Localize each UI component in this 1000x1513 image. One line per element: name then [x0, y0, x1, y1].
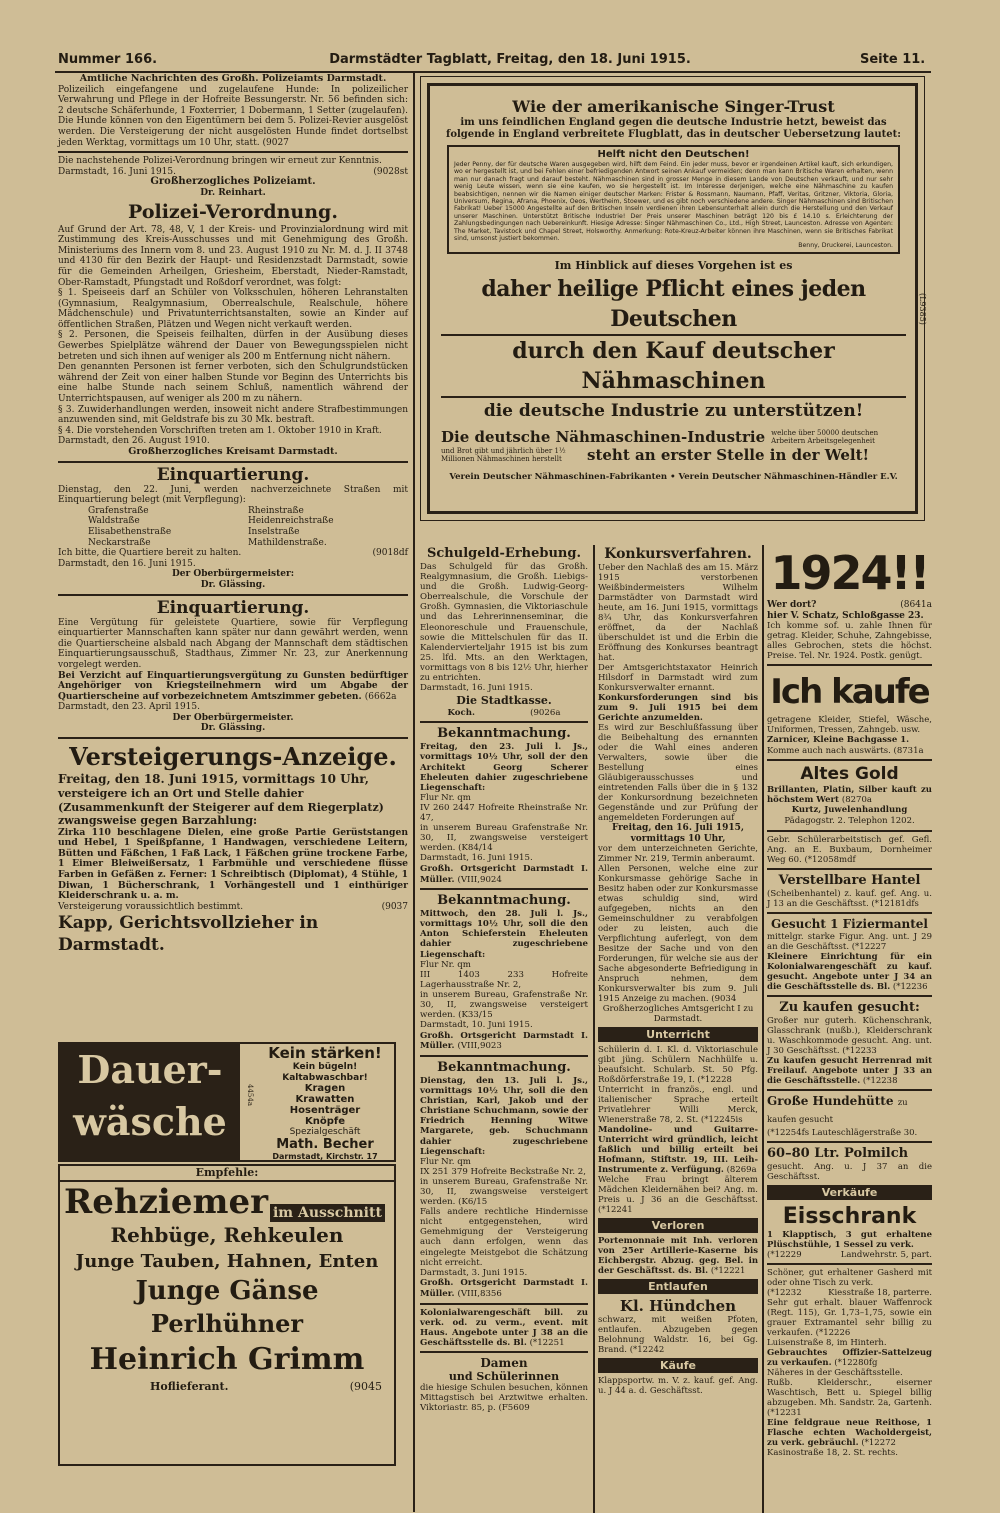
page-header-title: Darmstädter Tagblatt, Freitag, den 18. Juni 1915.	[329, 52, 691, 67]
signature: Großherzogliches Polizeiamt.	[150, 176, 316, 188]
classified-ad	[598, 1236, 758, 1276]
versteigerung-date: Freitag, den 18. Juni 1915, vormittags 10 Uhr,	[58, 772, 369, 787]
grimm-ad	[58, 1164, 396, 1466]
date-text: Darmstadt, 16. Juni 1915.	[420, 853, 533, 864]
section-header-verloren: Verloren	[598, 1218, 758, 1233]
industrie-row	[441, 428, 906, 446]
ad-code: (*12233	[842, 1045, 877, 1056]
classified-text: (Scheibenhantel) z. kauf. gef. Ang. u. J 13 an die Geschäftsst.	[767, 888, 932, 909]
ad-code: (*12232	[767, 1287, 802, 1298]
paragraph-text: Allen Personen, welche eine zur Konkursmasse gehörige Sache in Besitz haben oder zur Konkursmasse etwas schuldig sind, wird aufgegeben, nichts an den Gemeinschuldner zu verabfolgen oder zu leisten, auch die Verpflichtung auferlegt, von dem Besitze der Sache und von den Forderungen, für welche sie aus der Sache abgesonderte Befriedigung in Anspruch nehmen, dem Konkursverwalter bis zum 9. Juli 1915 Anzeige zu machen.	[598, 864, 758, 1004]
ad-code: (*12254fs	[767, 1127, 810, 1138]
classified-ad	[598, 1175, 758, 1215]
classified-text: Gebrauchtes Offizier-Sattelzeug zu verkaufen.	[767, 1347, 932, 1368]
signature-name: Dr. Glässing.	[200, 723, 266, 734]
paragraph-text: in unserem Bureau, Grafenstraße Nr. 30, II, zwangsweise versteigert werden.	[420, 1176, 588, 1208]
ad-code: (8269a	[726, 1165, 757, 1175]
industrie-note: welche über 50000 deutschen Arbeitern Arbeitsgelegenheit	[771, 428, 879, 445]
ad-code: (8731a	[893, 745, 924, 756]
classified-text: Gebr. Schülerarbeitstisch gef. Gefl. Ang. an E. Buxbaum, Dornheimer Weg 60.	[767, 834, 932, 865]
classified-text: Eine feldgraue neue Reithose, 1 Flasche echten Wacholdergeist, zu verk. gebräuchl.	[767, 1417, 932, 1448]
column-2	[420, 546, 588, 1413]
ad-code: (9028st	[373, 166, 408, 177]
ad-line: Knöpfe	[304, 1116, 346, 1127]
singer-slogan: durch den Kauf deutscher Nähmaschinen	[441, 334, 906, 398]
ad-code: (*12228	[697, 1075, 732, 1085]
singer-subtitle: im uns feindlichen England gegen die deutsche Industrie hetzt, beweist das folgende in England verbreitete Flugblatt, das in deutscher Uebersetzung lautet:	[446, 117, 901, 140]
singer-footer: Verein Deutscher Nähmaschinen-Fabrikanten • Verein Deutscher Nähmaschinen-Händler E.V.	[449, 471, 898, 482]
dauerwaesche-ad	[58, 1042, 396, 1162]
industrie-note: und Brot gibt und jährlich über 1½ Millionen Nähmaschinen herstellt	[441, 446, 566, 463]
verordnung-title: Polizei-Verordnung.	[128, 200, 338, 223]
classified-text: gesucht. Ang. u. J 37 an die Geschäftsst.	[767, 1161, 932, 1182]
divider	[767, 1141, 932, 1143]
classified-ad: Klappsportw. m. V. z. kauf. gef. Ang. u. J 44 a. d. Geschäftsst.	[598, 1376, 758, 1396]
paragraph: Mittwoch, den 28. Juli l. Js., vormittags 10½ Uhr, soll die den Anton Schieferstein Eheleuten dahier zugeschriebene Liegenschaft:	[420, 909, 588, 960]
classified-ad	[767, 1016, 932, 1056]
signature-text: Großh. Ortsgericht Darmstadt I. Müller.	[420, 1278, 588, 1299]
date-text: Darmstadt, 10. Juni 1915.	[420, 1020, 533, 1031]
polizei-heading: Amtliche Nachrichten des Großh. Polizeiamts Darmstadt.	[79, 73, 387, 84]
street-name: Rheinstraße	[248, 505, 304, 516]
ad-kicker: Empfehle:	[60, 1166, 394, 1182]
ad-code: (VIII,9023	[457, 1041, 502, 1052]
ad-address: Landwehrstr. 5, part.	[840, 1249, 932, 1260]
versteigerung-text: versteigere ich an Ort und Stelle dahier (Zusammenkunft der Steigerer auf dem Riegerplatz) zwangsweise gegen Barzahlung:	[58, 787, 384, 828]
ad-code: (K84/14	[458, 843, 493, 854]
classified-text: Großer nur guterh. Küchenschrank, Glasschrank (nußb.), Kleiderschrank u. Waschkommode gesucht. Ang. unt. J 30 Geschäftsst.	[767, 1015, 932, 1056]
ad-code: (6662a	[364, 691, 397, 702]
ad-code: (9018df	[372, 548, 408, 559]
date-text: Darmstadt, den 23. April 1915.	[58, 702, 200, 713]
ad-code: (9026a	[530, 707, 561, 718]
singer-title: Wie der amerikanische Singer-Trust	[512, 97, 835, 116]
classified-ad	[767, 932, 932, 952]
classified-text: Näheres in der Geschäftsstelle.	[767, 1367, 903, 1378]
singer-slogan: die deutsche Industrie zu unterstützen!	[483, 400, 864, 421]
classified-text: Zu kaufen gesucht Herrenrad mit Freilauf. Angebote unter J 33 an die Geschäftsstelle.	[767, 1055, 932, 1086]
classified-text: schwarz, mit weißen Pfoten, entlaufen. Abzugeben gegen Belohnung Waldstr. 16, bei Gg. Brand.	[598, 1315, 758, 1355]
street-list	[58, 506, 408, 548]
column-4	[767, 546, 932, 1458]
ad-address: hier V. Schatz, Schloßgasse 23.	[767, 610, 924, 621]
ad-code: (9027	[262, 137, 289, 148]
ad-line: Spezialgeschäft	[289, 1127, 361, 1137]
divider	[767, 759, 932, 761]
classified-text: Schöner, gut erhaltener Gasherd mit oder ohne Tisch zu verk.	[767, 1267, 932, 1288]
paragraph: Freitag, den 16. Juli 1915, vormittags 10 Uhr,	[611, 823, 745, 844]
liegenschaft-table: Flur Nr. qm IX 251 379 Hofreite Beckstraße Nr. 2,	[420, 1156, 586, 1177]
ad-line	[767, 785, 932, 805]
ad-code: 4454a	[246, 1084, 254, 1106]
singer-content	[441, 97, 906, 484]
ad-headline: Wer dort?	[767, 600, 817, 610]
logo-word: wäsche	[73, 1099, 227, 1144]
divider	[767, 995, 932, 997]
section-header-entlaufen: Entlaufen	[598, 1279, 758, 1294]
date-text: Darmstadt, 3. Juni 1915.	[420, 1267, 528, 1278]
singer-slogan: daher heilige Pflicht eines jeden Deutschen	[481, 275, 866, 332]
date-text: Darmstadt, den 16. Juni 1915.	[58, 558, 196, 569]
ad-address: Kiesstraße 18, parterre.	[828, 1287, 932, 1298]
classified-ad	[767, 1418, 932, 1448]
verordnung-intro: Die nachstehende Polizei-Verordnung bringen wir erneut zur Kenntnis.	[58, 156, 382, 167]
classified-text: Portemonnaie mit Inh. verloren von 25er Artillerie-Kaserne bis Eichbergstr. Abzug. geg. Bel. in der Geschäftsst. ds. Bl.	[598, 1236, 758, 1276]
ad-code: (VIII,8356	[457, 1288, 502, 1299]
classified-ad	[767, 1128, 932, 1138]
divider	[58, 151, 408, 153]
divider	[58, 461, 408, 463]
paragraph: § 3. Zuwiderhandlungen werden, insoweit nicht andere Strafbestimmungen anzuwenden sind, mit Geldstrafe bis zu 30 Mk. bestraft.	[58, 404, 408, 426]
ad-1924-headline: 1924!!	[770, 546, 929, 600]
ad-line: Kaltabwaschbar!	[282, 1072, 368, 1083]
classified-text: Sehr gut erhalt. blauer Waffenrock (Regt. 115), Gr. 1,73–1,75, sowie ein grauer Extramantel sehr billig zu verkaufen.	[767, 1297, 932, 1338]
ad-ichkaufe-headline: Ich kaufe	[770, 672, 929, 713]
ad-headline: Rehziemer	[64, 1182, 268, 1222]
classified-line	[767, 1288, 932, 1298]
street-name: Mathildenstraße.	[248, 537, 327, 548]
ad-line: Rehbüge, Rehkeulen	[110, 1223, 344, 1247]
ad-code: (*12231	[767, 1407, 802, 1418]
classified-ad	[598, 1125, 758, 1175]
polizei-dogs-notice	[58, 85, 408, 149]
ad-code: (8270a	[841, 795, 872, 806]
dauerwaesche-info	[256, 1044, 394, 1162]
ad-code: (*12227	[851, 941, 887, 952]
paragraph-text: in unserem Bureau Grafenstraße Nr. 30, II, zwangsweise versteigert werden.	[420, 823, 588, 854]
ad-code: (*12221	[710, 1266, 746, 1276]
paragraph: § 2. Personen, die Speiseis feilhalten, dürfen in der Ausübung dieses Gewerbes Spielplätze während der Dauer von Bewegungsspielen nicht betreten und sich ihnen auf weniger als 200 m Entfernung nicht nähern.	[58, 330, 408, 362]
bekanntmachung-title: Bekanntmachung.	[437, 1059, 571, 1075]
classified-line	[767, 1250, 932, 1260]
ad-code: (K6/15	[458, 1197, 488, 1208]
classified-text: Komme auch nach auswärts.	[767, 745, 891, 756]
ad-headline: Eisschrank	[782, 1203, 917, 1229]
date-text: Darmstadt, 16. Juni 1915.	[58, 166, 176, 177]
ad-code: (9045	[349, 1380, 382, 1393]
classified-ad	[767, 1348, 932, 1368]
logo-word: Dauer-	[77, 1047, 223, 1092]
einquartierung-title: Einquartierung.	[156, 464, 310, 485]
street-name: Neckarstraße	[88, 537, 151, 548]
paragraph: Der Amtsgerichtstaxator Heinrich Hilsdorf in Darmstadt wird zum Konkursverwalter ernannt.	[598, 663, 758, 693]
ad-line	[767, 746, 932, 757]
signature-name: Dr. Glässing.	[200, 579, 266, 590]
flugblatt-box	[447, 145, 900, 254]
divider	[420, 1055, 588, 1057]
ad-headline: Zu kaufen gesucht:	[779, 999, 920, 1015]
paragraph: Auf Grund der Art. 78, 48, V, 1 der Kreis- und Provinzialordnung wird mit Zustimmung des Kreis-Ausschusses und mit Genehmigung des Großh. Ministeriums des Innern vom 8. und 23. August 1910 zu Nr. M. d. J. II 3748 und 4130 für den Bezirk der Haupt- und Residenzstadt Darmstadt, sowie für die Gemeinden Arheilgen, Griesheim, Eberstadt, Nieder-Ramstadt, Ober-Ramstadt, Pfungstadt und Roßdorf verordnet, was folgt:	[58, 224, 408, 288]
polizei-dogs-text: Polizeilich eingefangene und zugelaufene Hunde: In polizeilicher Verwahrung und Pflege in der Hofreite Bessungerstr. Nr. 56 befinden sich: 2 deutsche Schäferhunde, 1 Foxterrier, 1 Dobermann, 1 Setter (zugelaufen). Die Hunde können von den Eigentümern bei dem 5. Polizei-Revier ausgelöst werden. Die Versteigerung der nicht ausgelösten Hunde findet dortselbst jeden Werktag, vormittags um 10 Uhr, statt.	[58, 84, 408, 148]
divider	[767, 830, 932, 832]
versteigerung-signature: Kapp, Gerichtsvollzieher in Darmstadt.	[58, 913, 319, 956]
ad-subheadline: im Ausschnitt	[270, 1204, 385, 1222]
ad-code: (9034	[711, 994, 737, 1004]
konkurs-title: Konkursverfahren.	[604, 546, 752, 562]
classified-ad	[767, 1056, 932, 1086]
signature-text: Großh. Ortsgericht Darmstadt I. Müller.	[420, 863, 588, 885]
section-header-unterricht: Unterricht	[598, 1027, 758, 1042]
ad-code: (*12242	[629, 1345, 665, 1355]
signature: Der Oberbürgermeister.	[172, 712, 294, 723]
date-text: Darmstadt, 16. Juni 1915.	[420, 683, 533, 694]
classified-ad	[598, 1315, 758, 1355]
paragraph: Eine Vergütung für geleistete Quartiere, sowie für Verpflegung einquartierter Mannschaften kann später nur dann gewährt werden, wenn die Quartierscheine alsbald nach Abgang der Mannschaft dem städtischen Einquartierungsausschuß, Stadthaus, Zimmer Nr. 23, zur Anerkennung vorgelegt werden.	[58, 617, 408, 670]
ad-headline: Kein stärken!	[268, 1044, 382, 1062]
ad-headline: Gesucht 1 Fiziermantel	[771, 916, 928, 931]
ad-line	[767, 600, 932, 611]
ad-address: Kasinostraße 18, 2. St. rechts.	[767, 1447, 898, 1458]
classified-ad	[767, 889, 932, 909]
signature-name: Dr. Reinhart.	[200, 187, 266, 198]
section-header-verkaeufe: Verkäufe	[767, 1185, 932, 1200]
classified-text: die hiesige Schulen besuchen, können Mittagstisch bei Arztwitwe erhalten. Viktoriastr. 85, p.	[420, 1382, 588, 1414]
paragraph: Freitag, den 23. Juli l. Js., vormittags 10½ Uhr, soll der den Architekt Georg Scherer Eheleuten dahier zugeschriebene Liegenschaft:	[420, 742, 588, 793]
ad-line: Hosenträger	[289, 1105, 361, 1116]
ad-headline: Damen	[480, 1355, 528, 1370]
ad-code: (L9385)	[918, 293, 927, 325]
classified-text: Kleinere Einrichtung für ein Kolonialwarengeschäft zu kauf. gesucht. Angebote unter J 34 an die Geschäftsstelle ds. Bl.	[767, 951, 932, 992]
page-number: Seite 11.	[860, 52, 926, 67]
classified-text: Mandoline- und Guitarre-Unterricht wird gründlich, leicht faßlich und billig erteilt bei Hofmann, Stiftstr. 19, III. Leih-Instrumente z. Verfügung.	[598, 1125, 758, 1175]
classified-ad	[420, 1308, 588, 1348]
street-name: Waldstraße	[88, 516, 140, 527]
issue-number: Nummer 166.	[58, 52, 158, 67]
ad-code: (VIII,9024	[457, 874, 502, 885]
date-text: Darmstadt, den 26. August 1910.	[58, 436, 210, 447]
ad-subline: Hoflieferant.	[150, 1380, 229, 1393]
ad-line: Kragen	[304, 1083, 346, 1094]
classified-ad	[767, 835, 932, 865]
divider	[767, 664, 932, 666]
ad-line: Kein bügeln!	[292, 1062, 358, 1072]
industrie-row-2	[441, 446, 906, 464]
column-divider	[593, 545, 595, 1513]
classified-text: Ich komme sof. u. zahle Ihnen für getrag. Kleider, Schuhe, Zahngebisse, alles Gebrochen, stets die höchst. Preise. Tel. Nr. 1924. Postk. genügt.	[767, 621, 932, 662]
ad-headline: Altes Gold	[800, 764, 899, 785]
ad-code: (*12245is	[700, 1115, 743, 1125]
ad-address: Darmstadt, Kirchstr. 17	[272, 1152, 378, 1161]
bekanntmachung-title: Bekanntmachung.	[437, 726, 571, 742]
paragraph	[420, 1177, 588, 1207]
paragraph: § 4. Die vorstehenden Vorschriften treten am 1. Oktober 1910 in Kraft.	[58, 425, 382, 436]
schulgeld-title: Schulgeld-Erhebung.	[426, 546, 582, 561]
paragraph	[420, 823, 588, 853]
signature	[420, 1031, 588, 1052]
street-name: Elisabethenstraße	[88, 526, 172, 537]
column-divider	[762, 545, 764, 1513]
divider	[420, 888, 588, 890]
flugblatt-text: Jeder Penny, der für deutsche Waren ausgegeben wird, hilft dem Feind. Ein jeder muss, bevor er irgendeinen Artikel kauft, sich erkundigen, wo er hergestellt ist, und bei Fehlen einer befriedigenden Antwort seinen Ankauf vermeiden; denn man kann Britische Waren erhalten, wenn man nur danach fragt und darauf besteht. Nähmaschinen sind in grosser Menge in diesem Lande von Deutschen verkauft, und nur sehr wenig Leute wissen, wenn sie eine kaufen, wo sie hergestellt ist. Im Interesse derjenigen, welche eine Nähmaschine zu kaufen beabsichtigen, nennen wir die Namen einiger deutscher Marken: Frister & Rossmann, Naumann, Pfaff, Veritas, Gritzner, Viktoria, Gloria, Universum, Regina, Afrana, Phoenix, Oeos, Wertheim, Stoewer, und es gibt noch verschiedene andere. Singer Nähmaschinen sind Britischen Fabrikat! Ueber 15000 Angestellte auf den Britischen Inseln verdienen ihren Lebensunterhalt allein durch die Herstellung und den Verkauf unserer Maschinen. Unterstützt Britische Industrie! Der Preis unserer Maschinen beträgt 120 bis £ 14.10 s. Erleichterung der Zahlungsbedingungen nach Uebereinkunft. Hiesige Adresse: Singer Nähmaschinen Co., Ltd., High Street, Launceston. Adresse von Agenten: The Market, Tavistock und Chapel Street, Holsworthy. Anmerkung: Rote-Kreuz-Arbeiter können ihre Maschinen, wenn sie Britisches Fabrikat sind, umsonst justiert bekommen.	[454, 161, 893, 243]
ad-code: (*12238	[862, 1075, 898, 1086]
liegenschaft-table: Flur Nr. qm IV 260 2447 Hofreite Rheinstraße Nr. 47,	[420, 792, 588, 823]
einquartierung-title-2: Einquartierung.	[156, 597, 310, 618]
ad-headline: Große Hundehütte	[767, 1093, 894, 1108]
paragraph	[420, 990, 588, 1020]
classified-text: mittelgr. starke Figur. Ang. unt. J 29 an die Geschäftsst.	[767, 931, 932, 952]
ad-headline-row	[60, 1182, 394, 1222]
paragraph: Ueber den Nachlaß des am 15. März 1915 verstorbenen Weißbindermeisters Wilhelm Darmstädter von Darmstadt wird heute, am 16. Juni 1915, vormittags 8¾ Uhr, das Konkursverfahren eröffnet, da der Nachlaß überschuldet ist und die Erbin die Eröffnung des Konkurses beantragt hat.	[598, 563, 758, 663]
ad-code: (*12241	[598, 1205, 633, 1215]
signature: Die Stadtkasse.	[456, 693, 552, 707]
classified-text: Kolonialwarengeschäft bill. zu verk. od. zu verm., event. mit Haus. Angebote unter J 38 an die Geschäftsstelle ds. Bl.	[420, 1307, 588, 1348]
ad-line: Junge Tauben, Hahnen, Enten	[75, 1251, 379, 1272]
divider	[767, 1263, 932, 1265]
signature	[420, 1278, 588, 1299]
divider	[767, 912, 932, 914]
ad-line: Krawatten	[295, 1094, 355, 1105]
paragraph: Dienstag, den 22. Juni, werden nachverzeichnete Straßen mit Einquartierung belegt (mit Verpflegung):	[58, 484, 408, 506]
signature	[420, 864, 588, 885]
paragraph: Dienstag, den 13. Juli l. Js., vormittags 10½ Uhr, soll die den Christian, Karl, Jakob und der Christiane Schuchmann, sowie der Friedrich Henning Witwe Margarete, geb. Schuchmann dahier zugeschriebene Liegenschaft:	[420, 1075, 588, 1157]
ad-firm: Kurtz, Juwelenhandlung	[791, 805, 908, 816]
divider	[767, 868, 932, 870]
paragraph	[598, 864, 758, 1004]
ad-code: (*12251	[529, 1337, 565, 1348]
bekanntmachung-title: Bekanntmachung.	[437, 893, 571, 909]
ad-firm: Math. Becher	[276, 1137, 374, 1152]
industrie-headline: steht an erster Stelle in der Welt!	[587, 445, 870, 464]
column-3	[598, 546, 758, 1396]
liegenschaft-table: Flur Nr. qm III 1403 233 Hofreite Lagerhausstraße Nr. 2,	[420, 959, 588, 990]
ad-headline: und Schülerinnen	[448, 1369, 560, 1383]
column-divider	[413, 72, 415, 1512]
ad-code: (*12236	[892, 981, 928, 992]
ad-address: Luisenstraße 8, im Hinterh.	[767, 1337, 887, 1348]
ad-code: (*12272	[861, 1437, 896, 1448]
versteigerung-items: Zirka 110 beschlagene Dielen, eine große Partie Gerüststangen und Hebel, 1 Speißpfanne, 1 Handwagen, verschiedene Leitern, Bütten und Fäßchen, 1 Faß Lack, 1 Fäßchen grüne trockene Farbe, 1 Eimer Bleiweißersatz, 1 Farbmühle und verschiedene flüsse Farben in Gefäßen z. Ferner: 1 Schreibtisch (Diplomat), 4 Stühle, 1 Diwan, 1 Bücherschrank, 1 Vorhängestell und 1 einthüriger Kleiderschrank u. a. m.	[58, 826, 408, 902]
einq-line	[58, 548, 408, 559]
classified-text: Rußb. Kleiderschr., eiserner Waschtisch, Bett u. Spiegel billig abzugeben. Mh. Sandstr. 2a, Gartenh.	[767, 1377, 932, 1408]
paragraph: Ich bitte, die Quartiere bereit zu halten.	[58, 548, 242, 559]
signature-text: Großh. Ortsgericht Darmstadt I. Müller.	[420, 1030, 588, 1052]
divider	[58, 737, 408, 739]
divider	[420, 1351, 588, 1353]
ad-line: Junge Gänse	[135, 1276, 319, 1306]
ad-headline: Kl. Hündchen	[619, 1297, 737, 1315]
ad-line: Perlhühner	[150, 1309, 304, 1338]
divider	[767, 1089, 932, 1091]
column-1	[58, 74, 408, 956]
ad-headline-row	[767, 1094, 932, 1128]
section-header-kaeufe: Käufe	[598, 1358, 758, 1373]
signature: Großherzogliches Amtsgericht I zu Darmstadt.	[602, 1004, 754, 1024]
divider	[58, 594, 408, 596]
ad-code: (8641a	[900, 600, 932, 610]
paragraph: Es wird zur Beschlußfassung über die Beibehaltung des ernannten oder die Wahl eines anderen Verwalters, sowie über die Bestellung eines Gläubigerausschusses und eintretenden Falls über die in § 132 der Konkursordnung bezeichneten Gegenstände und zur Prüfung der angemeldeten Forderungen auf	[598, 723, 758, 823]
classified-text: Brillanten, Platin, Silber kauft zu höchstem Wert	[767, 785, 932, 806]
classified-ad	[420, 1383, 588, 1413]
singer-ad	[420, 76, 925, 521]
classified-ad	[598, 1085, 758, 1125]
signature: Der Oberbürgermeister:	[171, 569, 295, 580]
paragraph: Falls andere rechtliche Hindernisse nicht entgegenstehen, wird Gemehmigung der Versteigerung auch dann erfolgen, wenn das eingelegte Meistgebot die Schätzung nicht erreicht.	[420, 1207, 588, 1268]
dauerwaesche-logo	[60, 1044, 240, 1160]
ad-code: (9037	[381, 901, 408, 912]
paragraph-text: in unserem Bureau, Grafenstraße Nr. 30, II, zwangsweise versteigert werden.	[420, 989, 588, 1021]
ad-code: (*12181dfs	[871, 898, 919, 909]
singer-line: Im Hinblick auf dieses Vorgehen ist es	[554, 258, 793, 272]
classified-text: Schülerin d. I. Kl. d. Viktoriaschule gibt jüng. Schülern Nachhülfe u. beaufsicht. Schularb. St. 50 Pfg. Roßdörferstraße 19, I.	[598, 1045, 758, 1085]
ad-footer	[60, 1380, 394, 1393]
ad-code: (*12229	[767, 1249, 802, 1260]
paragraph-text: Bei Verzicht auf Einquartierungsvergütung zu Gunsten bedürftiger Angehöriger von Kriegsteilnehmern wird um Abgabe der Quartierscheine auf vorbezeichnetem Amtszimmer gebeten.	[58, 670, 408, 702]
street-name: Inselstraße	[248, 526, 300, 537]
paragraph: Versteigerung voraussichtlich bestimmt.	[58, 901, 244, 912]
paragraph: Das Schulgeld für das Großh. Realgymnasium, die Großh. Liebigs- und die Großh. Ludwig-Georg-Oberrealschule, die Vorschule der Großh. Gymnasien, die Viktoriaschule und das Lehrerinnenseminar, die Eleonoreschule und Frauenschule, sowie die Mittelschulen für das II. Kalendervierteljahr 1915 ist bis zum 25. lfd. Mts. an den Werktagen, vormittags von 8 bis 12½ Uhr, hierher zu entrichten.	[420, 562, 588, 684]
divider	[420, 1303, 588, 1305]
signature-name: Koch.	[447, 707, 476, 718]
industrie-headline: Die deutsche Nähmaschinen-Industrie	[441, 427, 766, 446]
street-name: Grafenstraße	[88, 505, 149, 516]
ad-code: (*12226	[815, 1327, 851, 1338]
classified-ad	[767, 952, 932, 992]
ad-headline: 60–80 Ltr. Polmilch	[767, 1145, 909, 1161]
flugblatt-title: Helft nicht den Deutschen!	[597, 149, 750, 160]
signature-line	[420, 708, 588, 719]
versteigerung-title: Versteigerungs-Anzeige.	[69, 742, 397, 772]
classified-text: Welche Frau bringt älterem Mädchen Kleidernähen bei? Ang. m. Preis u. J 36 an die Geschäftsst.	[598, 1175, 758, 1205]
ad-firm: Heinrich Grimm	[89, 1342, 365, 1377]
ad-code: (K33/15	[458, 1010, 493, 1021]
street-name: Heidenreichstraße	[248, 516, 334, 527]
ad-headline: Verstellbare Hantel	[778, 872, 921, 888]
classified-text: getragene Kleider, Stiefel, Wäsche, Uniformen, Tressen, Zahngeb. usw.	[767, 715, 932, 736]
classified-text: 1 Klapptisch, 3 gut erhaltene Plüschstühle, 1 Sessel zu verk.	[767, 1229, 932, 1250]
ad-code: (*12058mdf	[804, 854, 856, 865]
flugblatt-signature: Benny, Druckerei, Launceston.	[798, 242, 893, 250]
paragraph: Den genannten Personen ist ferner verboten, sich den Schulgrundstücken während der Zeit von einer halben Stunde vor Beginn des Unterrichts bis eine halbe Stunde nach seinem Schluß, namentlich während der Unterrichtspausen, auf weniger als 200 m zu nähern.	[58, 362, 408, 405]
classified-ad	[767, 1378, 932, 1418]
versteigerung-note	[58, 902, 408, 913]
classified-ad	[598, 1045, 758, 1085]
signature: Großherzogliches Kreisamt Darmstadt.	[128, 446, 338, 457]
divider	[420, 721, 588, 723]
ad-firm: Zarnicer, Kleine Bachgasse 1.	[767, 735, 910, 746]
ad-address: Lauteschlägerstraße 30.	[811, 1127, 918, 1138]
paragraph: vor dem unterzeichneten Gerichte, Zimmer Nr. 219, Termin anberaumt.	[598, 844, 758, 864]
ad-address: Pädagogstr. 2. Telephon 1202.	[784, 815, 915, 826]
classified-text: zu kaufen gesucht	[767, 1097, 908, 1125]
classified-ad	[767, 1298, 932, 1338]
paragraph: Konkursforderungen sind bis zum 9. Juli 1915 bei dem Gerichte anzumelden.	[598, 693, 758, 723]
paragraph: § 1. Speiseeis darf an Schüler von Volksschulen, höheren Lehranstalten (Gymnasium, Realgymnasium, Oberrealschule, Realschule, höhere Mädchenschule) und Privatunterrichtsanstalten, sowie an Kinder auf öffentlichen Straßen, Plätzen und Wegen nicht verkauft werden.	[58, 288, 408, 330]
ad-code: (F5609	[498, 1403, 530, 1414]
paragraph	[58, 671, 408, 703]
classified-text: Unterricht in französ., engl. und italienischer Sprache erteilt Privatlehrer Willi Merck, Wienerstraße 78, 2. St.	[598, 1085, 758, 1125]
ad-code: (*12280fg	[834, 1357, 878, 1368]
